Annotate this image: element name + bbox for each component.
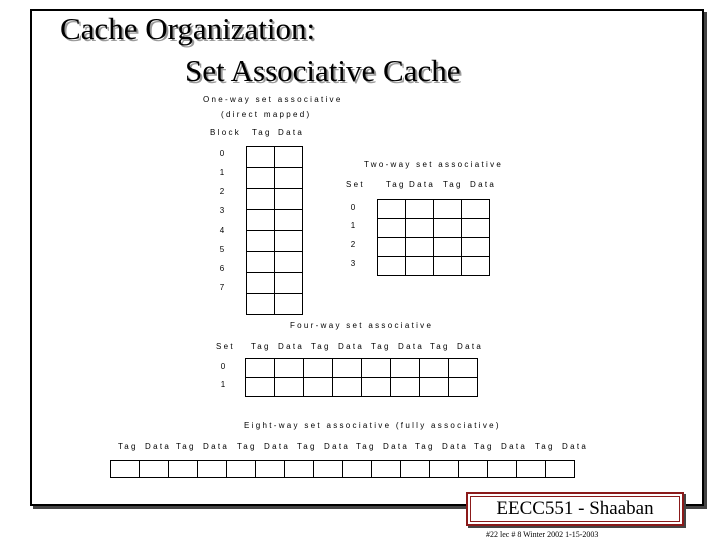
cache-cell	[391, 359, 420, 378]
cache-cell	[247, 252, 275, 273]
set-number: 1	[350, 221, 356, 230]
cache-cell	[247, 210, 275, 231]
eight-way-col: Data	[562, 442, 589, 451]
two-way-tag-label: Tag	[386, 180, 406, 189]
cache-row	[247, 294, 303, 315]
cache-cell	[420, 359, 449, 378]
eight-way-col: Data	[264, 442, 291, 451]
cache-cell	[247, 147, 275, 168]
cache-cell	[434, 257, 462, 276]
cache-cell	[462, 257, 490, 276]
cache-row	[247, 210, 303, 231]
cache-cell	[462, 219, 490, 238]
cache-row	[246, 359, 478, 378]
cache-cell	[247, 189, 275, 210]
block-number: 6	[219, 264, 225, 273]
set-number: 0	[350, 203, 356, 212]
slide-title-line1: Cache Organization:	[60, 11, 316, 46]
one-way-cache-grid	[246, 146, 303, 315]
two-way-data-label: Data	[409, 180, 436, 189]
set-number: 2	[350, 240, 356, 249]
four-way-col: Data	[398, 342, 425, 351]
block-number: 0	[219, 149, 225, 158]
eight-way-col: Tag	[415, 442, 435, 451]
cache-cell	[372, 461, 401, 478]
block-number: 3	[219, 206, 225, 215]
block-number: 7	[219, 283, 225, 292]
cache-cell	[378, 200, 406, 219]
cache-cell	[462, 200, 490, 219]
block-number: 2	[219, 187, 225, 196]
cache-cell	[378, 238, 406, 257]
cache-cell	[401, 461, 430, 478]
cache-cell	[246, 378, 275, 397]
cache-cell	[406, 219, 434, 238]
eight-way-col: Tag	[237, 442, 257, 451]
one-way-subheading: (direct mapped)	[221, 110, 312, 119]
cache-cell	[420, 378, 449, 397]
course-brand-label: EECC551 - Shaaban	[470, 496, 680, 522]
cache-cell	[140, 461, 169, 478]
cache-cell	[285, 461, 314, 478]
cache-cell	[343, 461, 372, 478]
cache-cell	[314, 461, 343, 478]
cache-cell	[247, 231, 275, 252]
cache-cell	[275, 210, 303, 231]
four-way-col: Data	[338, 342, 365, 351]
cache-row	[378, 257, 490, 276]
cache-cell	[406, 200, 434, 219]
cache-cell	[247, 294, 275, 315]
set-number: 3	[350, 259, 356, 268]
cache-cell	[333, 359, 362, 378]
block-number: 4	[219, 226, 225, 235]
cache-row	[247, 189, 303, 210]
cache-cell	[275, 359, 304, 378]
eight-way-col: Tag	[118, 442, 138, 451]
cache-cell	[256, 461, 285, 478]
cache-cell	[247, 168, 275, 189]
cache-cell	[406, 238, 434, 257]
eight-way-col: Tag	[297, 442, 317, 451]
four-way-cache-grid	[245, 358, 478, 397]
cache-cell	[275, 189, 303, 210]
one-way-heading: One-way set associative	[203, 95, 343, 104]
cache-cell	[462, 238, 490, 257]
block-number: 1	[219, 168, 225, 177]
eight-way-col: Tag	[474, 442, 494, 451]
cache-cell	[449, 359, 478, 378]
eight-way-heading: Eight-way set associative (fully associative)	[244, 421, 501, 430]
cache-row	[246, 378, 478, 397]
eight-way-col: Tag	[356, 442, 376, 451]
two-way-cache-grid	[377, 199, 490, 276]
four-way-col: Tag	[251, 342, 271, 351]
slide-title-line2: Set Associative Cache	[185, 53, 461, 88]
cache-row	[378, 200, 490, 219]
cache-row	[247, 168, 303, 189]
set-number: 0	[220, 362, 226, 371]
cache-cell	[198, 461, 227, 478]
two-way-data-label-2: Data	[470, 180, 497, 189]
one-way-block-label: Block	[210, 128, 242, 137]
cache-row	[247, 273, 303, 294]
eight-way-col: Data	[145, 442, 172, 451]
two-way-set-label: Set	[346, 180, 365, 189]
eight-way-col: Data	[324, 442, 351, 451]
cache-row	[111, 461, 575, 478]
cache-cell	[434, 238, 462, 257]
cache-row	[247, 147, 303, 168]
cache-cell	[275, 294, 303, 315]
cache-cell	[247, 273, 275, 294]
cache-cell	[378, 219, 406, 238]
four-way-col: Tag	[371, 342, 391, 351]
cache-cell	[362, 359, 391, 378]
one-way-tag-label: Tag	[252, 128, 272, 137]
eight-way-col: Tag	[176, 442, 196, 451]
cache-cell	[362, 378, 391, 397]
eight-way-col: Tag	[535, 442, 555, 451]
two-way-tag-label-2: Tag	[443, 180, 463, 189]
cache-row	[378, 238, 490, 257]
cache-cell	[517, 461, 546, 478]
cache-cell	[449, 378, 478, 397]
cache-cell	[246, 359, 275, 378]
four-way-col: Tag	[430, 342, 450, 351]
cache-cell	[333, 378, 362, 397]
cache-cell	[304, 359, 333, 378]
four-way-set-label: Set	[216, 342, 235, 351]
one-way-data-label: Data	[278, 128, 305, 137]
two-way-heading: Two-way set associative	[364, 160, 504, 169]
cache-cell	[434, 219, 462, 238]
eight-way-col: Data	[442, 442, 469, 451]
cache-cell	[459, 461, 488, 478]
cache-cell	[169, 461, 198, 478]
cache-cell	[275, 147, 303, 168]
cache-cell	[391, 378, 420, 397]
cache-cell	[378, 257, 406, 276]
cache-cell	[406, 257, 434, 276]
cache-cell	[227, 461, 256, 478]
cache-row	[378, 219, 490, 238]
cache-cell	[304, 378, 333, 397]
four-way-col: Data	[278, 342, 305, 351]
cache-cell	[488, 461, 517, 478]
cache-cell	[546, 461, 575, 478]
four-way-col: Data	[457, 342, 484, 351]
cache-cell	[275, 273, 303, 294]
cache-cell	[111, 461, 140, 478]
cache-cell	[430, 461, 459, 478]
cache-cell	[275, 231, 303, 252]
block-number: 5	[219, 245, 225, 254]
eight-way-col: Data	[383, 442, 410, 451]
eight-way-col: Data	[501, 442, 528, 451]
course-brand-box	[466, 492, 684, 526]
cache-cell	[434, 200, 462, 219]
eight-way-col: Data	[203, 442, 230, 451]
four-way-col: Tag	[311, 342, 331, 351]
cache-cell	[275, 378, 304, 397]
cache-cell	[275, 252, 303, 273]
cache-row	[247, 231, 303, 252]
set-number: 1	[220, 380, 226, 389]
cache-row	[247, 252, 303, 273]
four-way-heading: Four-way set associative	[290, 321, 434, 330]
slide-footer: #22 lec # 8 Winter 2002 1-15-2003	[486, 530, 599, 539]
eight-way-cache-grid	[110, 460, 575, 478]
cache-cell	[275, 168, 303, 189]
